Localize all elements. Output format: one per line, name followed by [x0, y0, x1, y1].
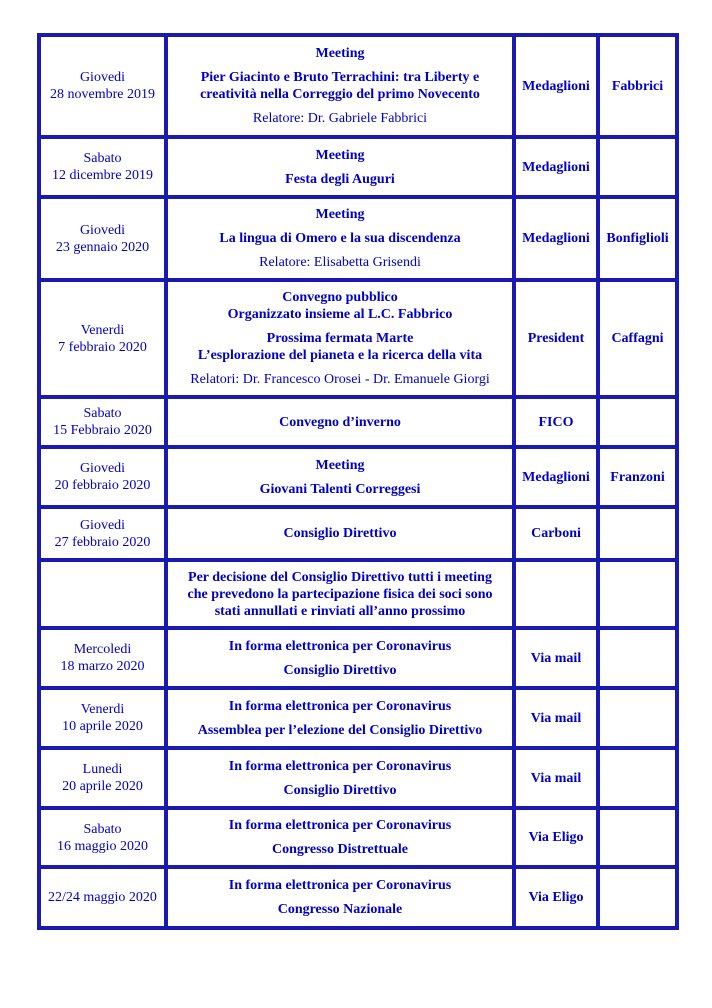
day-label: Giovedi [79, 222, 126, 238]
host-cell: Franzoni [598, 447, 677, 507]
event-type: Meeting [315, 147, 365, 163]
host-cell: Bonfiglioli [598, 197, 677, 280]
date-cell [39, 560, 166, 628]
day-label: Giovedi [79, 70, 126, 85]
host-cell [598, 137, 677, 197]
event-title: Pier Giacinto e Bruto Terrachini: tra Liberty e [200, 70, 480, 85]
event-type: In forma elettronica per Coronavirus [228, 638, 452, 654]
date-label: 20 aprile 2020 [62, 779, 143, 794]
speaker-label: Relatore: Dr. Gabriele Fabbrici [252, 111, 428, 126]
event-type: Meeting [315, 207, 365, 222]
date-label: 15 Febbraio 2020 [53, 423, 152, 438]
date-label: 23 gennaio 2020 [55, 239, 150, 255]
date-cell [39, 137, 166, 197]
event-title: Convegno d’inverno [279, 414, 401, 430]
table-row [39, 867, 677, 928]
day-label: Venerdi [80, 702, 125, 717]
speaker-label: Relatori: Dr. Francesco Orosei - Dr. Emanuele Giorgi [190, 372, 490, 387]
organizer-cell: Via Eligo [514, 867, 598, 928]
day-label: Sabato [83, 821, 122, 837]
day-label: Venerdi [80, 322, 125, 338]
event-cell [166, 628, 514, 688]
organizer-cell: President [514, 280, 598, 397]
date-cell [39, 507, 166, 560]
host-cell [598, 507, 677, 560]
host-cell [598, 808, 677, 867]
date-label: 20 febbraio 2020 [54, 478, 151, 493]
organizer-cell: Medaglioni [514, 447, 598, 507]
event-type: Convegno pubblico [282, 290, 398, 305]
date-cell [39, 867, 166, 928]
day-label: Sabato [83, 151, 122, 166]
host-cell [598, 748, 677, 808]
date-label: 27 febbraio 2020 [54, 534, 151, 550]
notice-text: Per decisione del Consiglio Direttivo tutti i meeting [188, 569, 492, 585]
event-cell [166, 280, 514, 397]
table-row [39, 447, 677, 507]
host-cell [598, 560, 677, 628]
host-cell [598, 628, 677, 688]
notice-text: che prevedono la partecipazione fisica dei soci sono [187, 586, 493, 602]
date-label: 16 maggio 2020 [57, 838, 148, 854]
date-cell [39, 35, 166, 137]
event-title: Consiglio Direttivo [283, 782, 397, 798]
host-cell [598, 867, 677, 928]
event-type: In forma elettronica per Coronavirus [228, 818, 452, 833]
event-cell [166, 137, 514, 197]
organizer-cell: Medaglioni [514, 35, 598, 137]
event-title: Assemblea per l’elezione del Consiglio Direttivo [197, 722, 483, 738]
notice-cell [166, 560, 514, 628]
event-type: In forma elettronica per Coronavirus [228, 878, 452, 893]
date-cell [39, 197, 166, 280]
organizer-cell: Via mail [514, 748, 598, 808]
day-label: Mercoledi [73, 642, 132, 657]
date-cell [39, 280, 166, 397]
event-title: Festa degli Auguri [285, 171, 395, 187]
table-row [39, 628, 677, 688]
event-type: Meeting [315, 457, 365, 473]
day-label: Lunedi [82, 762, 123, 777]
event-title: Giovani Talenti Correggesi [259, 481, 421, 497]
date-label: 10 aprile 2020 [62, 719, 143, 734]
event-type: In forma elettronica per Coronavirus [228, 698, 452, 714]
event-title: creatività nella Correggio del primo Novecento [200, 87, 480, 102]
table-row [39, 137, 677, 197]
organizer-cell: Via mail [514, 628, 598, 688]
event-title: L’esplorazione del pianeta e la ricerca della vita [197, 348, 483, 363]
table-row [39, 280, 677, 397]
event-title: Prossima fermata Marte [266, 331, 414, 346]
event-title: Congresso Distrettuale [272, 842, 408, 857]
event-subtitle: Organizzato insieme al L.C. Fabbrico [227, 307, 453, 322]
day-label: Sabato [83, 406, 122, 421]
event-cell [166, 507, 514, 560]
event-type: Meeting [315, 46, 365, 61]
event-title: Consiglio Direttivo [283, 526, 397, 541]
date-cell [39, 628, 166, 688]
organizer-cell: Via Eligo [514, 808, 598, 867]
host-cell: Fabbrici [598, 35, 677, 137]
date-cell [39, 688, 166, 748]
speaker-label: Relatore: Elisabetta Grisendi [259, 255, 421, 270]
event-cell [166, 397, 514, 447]
date-label: 22/24 maggio 2020 [48, 890, 157, 905]
day-label: Giovedi [79, 517, 126, 533]
event-title: Consiglio Direttivo [283, 662, 397, 678]
day-label: Giovedi [79, 461, 126, 476]
date-label: 18 marzo 2020 [60, 659, 145, 674]
table-row [39, 397, 677, 447]
table-row [39, 688, 677, 748]
event-cell [166, 867, 514, 928]
date-label: 12 dicembre 2019 [51, 168, 154, 183]
table-row [39, 560, 677, 628]
event-cell [166, 688, 514, 748]
organizer-cell: Carboni [514, 507, 598, 560]
date-cell [39, 397, 166, 447]
organizer-cell: Medaglioni [514, 137, 598, 197]
table-row [39, 507, 677, 560]
organizer-cell [514, 560, 598, 628]
date-label: 7 febbraio 2020 [58, 339, 147, 355]
organizer-cell: Medaglioni [514, 197, 598, 280]
event-cell [166, 748, 514, 808]
host-cell [598, 397, 677, 447]
event-cell [166, 808, 514, 867]
event-title: Congresso Nazionale [277, 902, 403, 917]
table-row [39, 808, 677, 867]
table-row [39, 197, 677, 280]
schedule-table [37, 33, 679, 930]
host-cell [598, 688, 677, 748]
date-cell [39, 447, 166, 507]
table-row [39, 35, 677, 137]
organizer-cell: Via mail [514, 688, 598, 748]
table-row [39, 748, 677, 808]
event-title: La lingua di Omero e la sua discendenza [219, 231, 461, 246]
date-cell [39, 748, 166, 808]
organizer-cell: FICO [514, 397, 598, 447]
host-cell: Caffagni [598, 280, 677, 397]
date-label: 28 novembre 2019 [50, 87, 155, 102]
event-type: In forma elettronica per Coronavirus [228, 758, 452, 774]
notice-text: stati annullati e rinviati all’anno prossimo [214, 603, 466, 619]
event-cell [166, 35, 514, 137]
date-cell [39, 808, 166, 867]
event-cell [166, 197, 514, 280]
event-cell [166, 447, 514, 507]
